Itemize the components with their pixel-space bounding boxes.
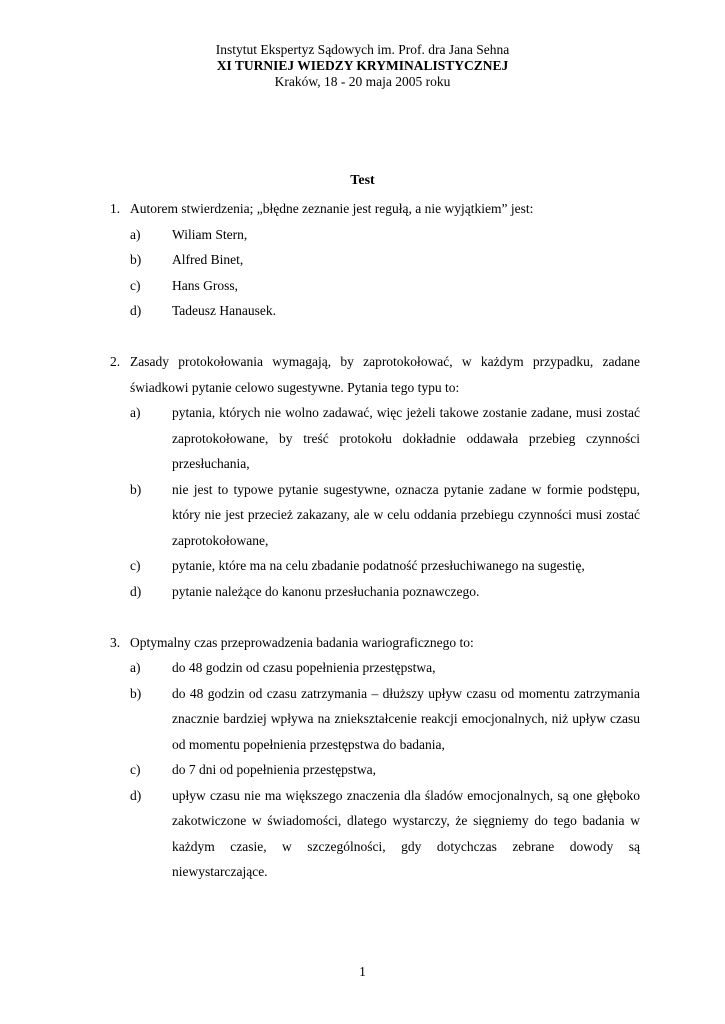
answer-text: do 48 godzin od czasu popełnienia przestępstwa, (172, 660, 436, 675)
answer-option (110, 400, 640, 477)
answer-text: upływ czasu nie ma większego znaczenia dla śladów emocjonalnych, są one głęboko zakotwiczone w świadomości, dlatego wystarczy, że sięgniemy do tego badania w każdym czasie, w szczególności, gdy dotychczas zebrane dowody są niewystarczające. (172, 787, 640, 879)
answer-option (110, 247, 640, 273)
question-text: Zasady protokołowania wymagają, by zaprotokołować, w każdym przypadku, zadane świadkowi pytanie celowo sugestywne. Pytania tego typu to: (130, 354, 640, 395)
answer-text: Hans Gross, (172, 277, 238, 293)
question-2 (110, 349, 640, 604)
question-3 (110, 630, 640, 885)
answer-text: do 7 dni od popełnienia przestępstwa, (172, 762, 376, 777)
question-list (110, 196, 640, 910)
answer-letter: b) (130, 685, 142, 701)
document-header (0, 42, 725, 90)
answer-option (110, 681, 640, 758)
question-number: 2. (110, 354, 121, 369)
question-number: 1. (110, 201, 121, 216)
answer-option (110, 273, 640, 299)
answer-letter: c) (130, 762, 141, 777)
answer-letter: b) (130, 252, 142, 267)
question-text: Autorem stwierdzenia; „błędne zeznanie jest regułą, a nie wyjątkiem” jest: (130, 201, 534, 216)
answer-option (110, 655, 640, 681)
question-text: Optymalny czas przeprowadzenia badania wariograficznego to: (130, 634, 474, 650)
answer-letter: d) (130, 583, 142, 599)
answer-option (110, 298, 640, 324)
answer-text: Wiliam Stern, (172, 226, 248, 242)
answer-option (110, 553, 640, 579)
tournament-name: XI TURNIEJ WIEDZY KRYMINALISTYCZNEJ (216, 58, 509, 73)
test-title: Test (350, 173, 375, 188)
answer-option (110, 477, 640, 554)
question-stem (110, 630, 640, 656)
answer-option (110, 579, 640, 605)
answer-text: nie jest to typowe pytanie sugestywne, oznacza pytanie zadane w formie podstępu, który nie jest przecież zakazany, ale w celu oddania przebiegu czynności musi zostać zaprotokołowane, (172, 481, 640, 548)
answer-letter: b) (130, 481, 142, 497)
answer-letter: d) (130, 303, 142, 318)
question-stem (110, 349, 640, 400)
answer-letter: c) (130, 558, 141, 573)
answer-option (110, 757, 640, 783)
answer-letter: a) (130, 405, 141, 420)
answer-option (110, 783, 640, 885)
answer-text: pytanie należące do kanonu przesłuchania poznawczego. (172, 583, 480, 599)
question-1 (110, 196, 640, 324)
answer-text: do 48 godzin od czasu zatrzymania – dłuższy upływ czasu od momentu zatrzymania znacznie bardziej wpływa na zniekształcenie reakcji emocjonalnych, niż upływ czasu od momentu popełnienia przestępstwa do badania, (172, 685, 640, 752)
answer-letter: a) (130, 226, 141, 242)
page-number: 1 (359, 964, 366, 979)
answer-letter: c) (130, 277, 141, 293)
question-stem (110, 196, 640, 222)
answer-text: pytania, których nie wolno zadawać, więc jeżeli takowe zostanie zadane, musi zostać zaprotokołowane, by treść protokołu dokładnie oddawała przebieg czynności przesłuchania, (172, 405, 640, 471)
question-number: 3. (110, 634, 121, 650)
answer-text: Tadeusz Hanausek. (172, 303, 277, 318)
answer-text: pytanie, które ma na celu zbadanie podatność przesłuchiwanego na sugestię, (172, 558, 585, 573)
answer-letter: a) (130, 660, 141, 675)
answer-letter: d) (130, 787, 142, 803)
answer-option (110, 222, 640, 248)
answer-text: Alfred Binet, (172, 252, 244, 267)
institute-name: Instytut Ekspertyz Sądowych im. Prof. dra Jana Sehna (215, 42, 510, 57)
event-date-location: Kraków, 18 - 20 maja 2005 roku (274, 74, 451, 89)
